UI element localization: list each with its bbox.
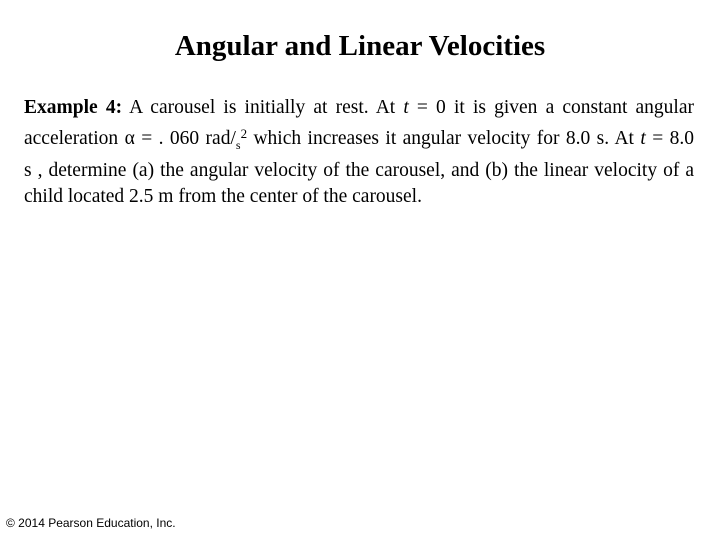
text: acceleration α = . 060 rad/ — [24, 128, 236, 149]
example-line-3: s , determine (a) the angular velocity of the carousel, and (b) the linear velocity of a — [24, 160, 694, 181]
text: = 0 it is given a constant angular — [408, 97, 694, 118]
text: A carousel is initially at rest. At — [122, 97, 404, 118]
variable-t: t — [403, 97, 409, 118]
example-label: Example 4: — [24, 97, 123, 118]
text: which increases it angular velocity for 8.0 s. At — [247, 128, 641, 149]
copyright-footer: © 2014 Pearson Education, Inc. — [6, 516, 176, 530]
unit-superscript: 2 — [240, 126, 248, 141]
example-line-4: child located 2.5 m from the center of the carousel. — [24, 186, 422, 207]
example-line-1 — [24, 95, 694, 121]
text: = 8.0 — [645, 128, 695, 149]
slide-title: Angular and Linear Velocities — [174, 30, 546, 62]
example-line-2 — [24, 121, 694, 158]
example-text — [24, 95, 694, 210]
unit-subscript: s — [235, 138, 241, 152]
variable-t: t — [640, 128, 646, 149]
